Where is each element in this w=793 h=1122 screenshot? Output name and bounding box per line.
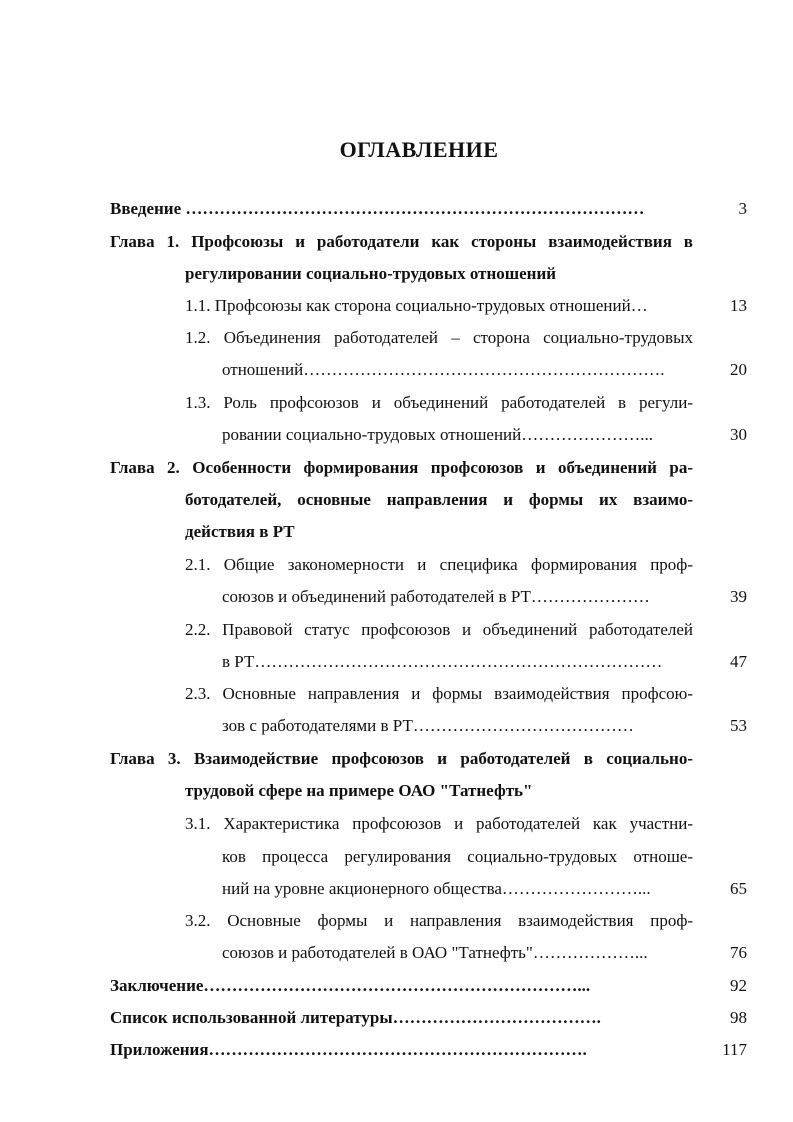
toc-chapter-2-line-2: ботодателей, основные направления и формы их взаимо- (185, 490, 693, 509)
toc-conclusion: Заключение…………………………………………………………... (110, 976, 591, 995)
toc-section-3-1-page: 65 (730, 879, 747, 898)
toc-section-1-1-page: 13 (730, 296, 747, 315)
toc-section-2-2-page: 47 (730, 652, 747, 671)
toc-section-1-2-page: 20 (730, 360, 747, 379)
toc-chapter-3-line-1: Глава 3. Взаимодействие профсоюзов и работодателей в социально- (110, 749, 693, 768)
toc-section-2-3-page: 53 (730, 716, 747, 735)
toc-literature-page: 98 (730, 1008, 747, 1027)
toc-intro: Введение ……………………………………………………………………… (110, 199, 645, 218)
toc-section-3-2-line-2: союзов и работодателей в ОАО "Татнефть"………………... (222, 943, 648, 962)
toc-chapter-2-line-3: действия в РТ (185, 522, 295, 541)
toc-section-3-2-line-1: 3.2. Основные формы и направления взаимодействия проф- (185, 911, 693, 930)
toc-section-3-2-page: 76 (730, 943, 747, 962)
toc-section-2-1-line-1: 2.1. Общие закономерности и специфика формирования проф- (185, 555, 693, 574)
toc-section-3-1-line-2: ков процесса регулирования социально-трудовых отноше- (222, 847, 693, 866)
toc-section-1-3-line-1: 1.3. Роль профсоюзов и объединений работодателей в регули- (185, 393, 693, 412)
toc-chapter-2-line-1: Глава 2. Особенности формирования профсоюзов и объединений ра- (110, 458, 693, 477)
toc-section-2-3-line-2: зов с работодателями в РТ………………………………… (222, 716, 634, 735)
toc-section-1-3-page: 30 (730, 425, 747, 444)
toc-chapter-3-line-2: трудовой сфере на примере ОАО "Татнефть" (185, 781, 533, 800)
toc-section-2-1-page: 39 (730, 587, 747, 606)
toc-section-2-1-line-2: союзов и объединений работодателей в РТ………………… (222, 587, 650, 606)
toc-section-2-2-line-2: в РТ……………………………………………………………… (222, 652, 663, 671)
toc-section-1-1: 1.1. Профсоюзы как сторона социально-трудовых отношений… (185, 296, 648, 315)
toc-chapter-1-line-2: регулировании социально-трудовых отношений (185, 264, 557, 283)
toc-conclusion-page: 92 (730, 976, 747, 995)
toc-section-3-1-line-3: ний на уровне акционерного общества……………………... (222, 879, 651, 898)
toc-section-1-3-line-2: ровании социально-трудовых отношений…………………... (222, 425, 653, 444)
toc-section-1-2-line-2: отношений………………………………………………………. (222, 360, 665, 379)
toc-section-3-1-line-1: 3.1. Характеристика профсоюзов и работодателей как участни- (185, 814, 693, 833)
toc-chapter-1-line-1: Глава 1. Профсоюзы и работодатели как стороны взаимодействия в (110, 232, 693, 251)
toc-appendix: Приложения…………………………………………………………. (110, 1040, 587, 1059)
toc-section-2-2-line-1: 2.2. Правовой статус профсоюзов и объединений работодателей (185, 620, 693, 639)
toc-section-2-3-line-1: 2.3. Основные направления и формы взаимодействия профсою- (185, 684, 693, 703)
toc-literature: Список использованной литературы………………………………. (110, 1008, 601, 1027)
toc-section-1-2-line-1: 1.2. Объединения работодателей – сторона социально-трудовых (185, 328, 693, 347)
page-title: ОГЛАВЛЕНИЕ (339, 137, 499, 162)
toc-intro-page: 3 (738, 199, 747, 218)
toc-appendix-page: 117 (722, 1040, 747, 1059)
